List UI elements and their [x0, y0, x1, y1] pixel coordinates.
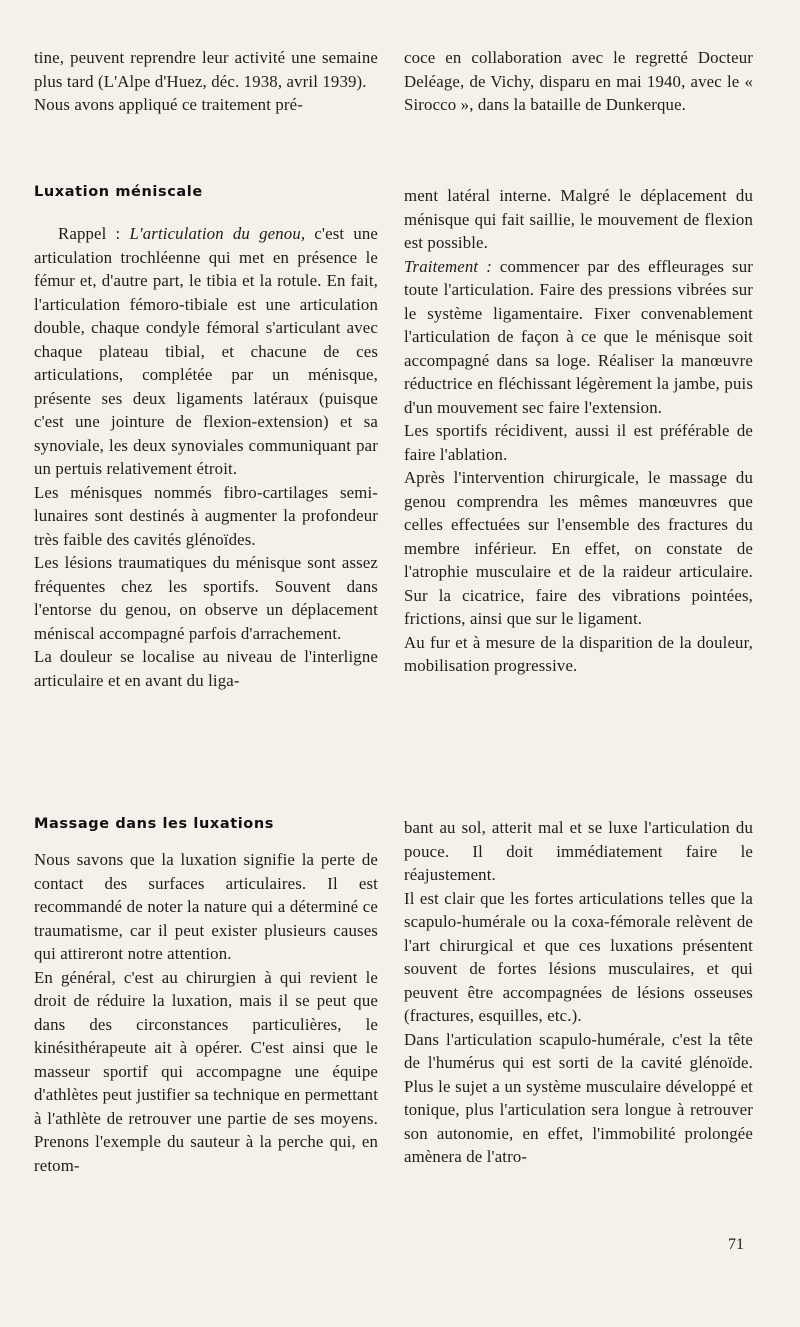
paragraph-continuation: tine, peuvent reprendre leur activité une semaine plus tard (L'Alpe d'Huez, déc. 1938, avril 1939).	[34, 48, 378, 91]
luxation-definition-paragraph: Nous savons que la luxation signifie la perte de contact des surfaces articulaires. Il est recommandé de noter la nature qui a déterminé ce traumatisme, car il peut exister plusieurs causes qui attireront notre attention.	[34, 850, 378, 963]
meniscale-rappel-paragraph	[34, 222, 378, 481]
pouce-paragraph: bant au sol, atterit mal et se luxe l'articulation du pouce. Il doit immédiatement faire le réajustement.	[404, 818, 753, 884]
paragraph-sirocco: coce en collaboration avec le regretté Docteur Deléage, de Vichy, disparu en mai 1940, avec le « Sirocco », dans la bataille de Dunkerque.	[404, 48, 753, 114]
section-heading-meniscale: Luxation méniscale	[34, 184, 203, 200]
traitement-label: Traitement :	[404, 256, 492, 276]
chirurgien-paragraph: En général, c'est au chirurgien à qui revient le droit de réduire la luxation, mais il se peut que dans des circonstances particulières, le kinésithérapeute ait à opérer. C'est ainsi que le masseur sportif qui accompagne une équipe d'athlètes peut justifier sa technique en permettant à l'athlète de retrouver une partie de ses moyens. Prenons l'exemple du sauteur à la perche qui, en retom-	[34, 967, 378, 1175]
luxations-left-column	[34, 848, 378, 1177]
luxations-right-column	[404, 816, 753, 1169]
traitement-text: commencer par des effleurages sur toute l'articulation. Faire des pressions vibrées sur le système ligamentaire. Fixer convenablement l'articulation de façon à ce que le ménisque soit accompagné dans sa loge. Réaliser la manœuvre réductrice en fléchissant légèrement la jambe, puis d'un mouvement sec faire l'extension.	[404, 256, 753, 417]
scapulo-humerale-paragraph: Dans l'articulation scapulo-humérale, c'est la tête de l'humérus qui est sorti de la cavité glénoïde. Plus le sujet a un système musculaire développé et tonique, plus l'articulation sera longue à retrouver son autonomie, en effet, l'immobilité prolongée amènera de l'atro-	[404, 1029, 753, 1166]
left-top-text	[34, 46, 378, 117]
rappel-italic-term: L'articulation du genou,	[129, 224, 306, 243]
rappel-label: Rappel :	[58, 224, 130, 243]
page-number: 71	[728, 1236, 744, 1253]
traitement-paragraph	[404, 255, 753, 420]
section-heading-luxations: Massage dans les luxations	[34, 816, 275, 832]
intervention-paragraph: Après l'intervention chirurgicale, le massage du genou comprendra les mêmes manœuvres que celles effectuées sur l'ensemble des fractures du membre inférieur. En effet, on constate de l'atrophie musculaire et de la raideur articulaire. Sur la cicatrice, faire des vibrations pointées, frictions, ainsi que sur le ligament.	[404, 468, 753, 628]
meniscale-left-column	[34, 222, 378, 692]
meniscale-right-column	[404, 184, 753, 678]
lesions-paragraph: Les lésions traumatiques du ménisque sont assez fréquentes chez les sportifs. Souvent dans l'entorse du genou, on observe un déplacement méniscal accompagné parfois d'arrachement.	[34, 553, 378, 643]
paragraph-next: Nous avons appliqué ce traitement pré-	[34, 95, 303, 114]
right-top-text	[404, 46, 753, 117]
recidive-paragraph: Les sportifs récidivent, aussi il est préférable de faire l'ablation.	[404, 421, 753, 464]
menisques-paragraph: Les ménisques nommés fibro-cartilages semi-lunaires sont destinés à augmenter la profondeur très faible des cavités glénoïdes.	[34, 482, 378, 549]
fortes-articulations-paragraph: Il est clair que les fortes articulations telles que la scapulo-humérale ou la coxa-fémorale relèvent de l'art chirurgical et que ces luxations présentent souvent de fortes lésions musculaires, et qui peuvent être accompagnées de lésions osseuses (fractures, esquilles, etc.).	[404, 888, 753, 1025]
mobilisation-paragraph: Au fur et à mesure de la disparition de la douleur, mobilisation progressive.	[404, 632, 753, 675]
ligament-paragraph: ment latéral interne. Malgré le déplacement du ménisque qui fait saillie, le mouvement de flexion est possible.	[404, 186, 753, 252]
rappel-text: c'est une articulation trochléenne qui met en présence le fémur et, d'autre part, le tibia et la rotule. En fait, l'articulation fémoro-tibiale est une articulation double, chaque condyle fémoral s'articulant avec chaque plateau tibial, et chacune de ces articulations, complétée par un ménisque, présente ses deux ligaments latéraux (puisque c'est une jointure de flexion-extension) et sa synoviale, les deux synoviales communiquant par un pertuis relativement étroit.	[34, 224, 378, 478]
douleur-paragraph: La douleur se localise au niveau de l'interligne articulaire et en avant du liga-	[34, 647, 378, 690]
